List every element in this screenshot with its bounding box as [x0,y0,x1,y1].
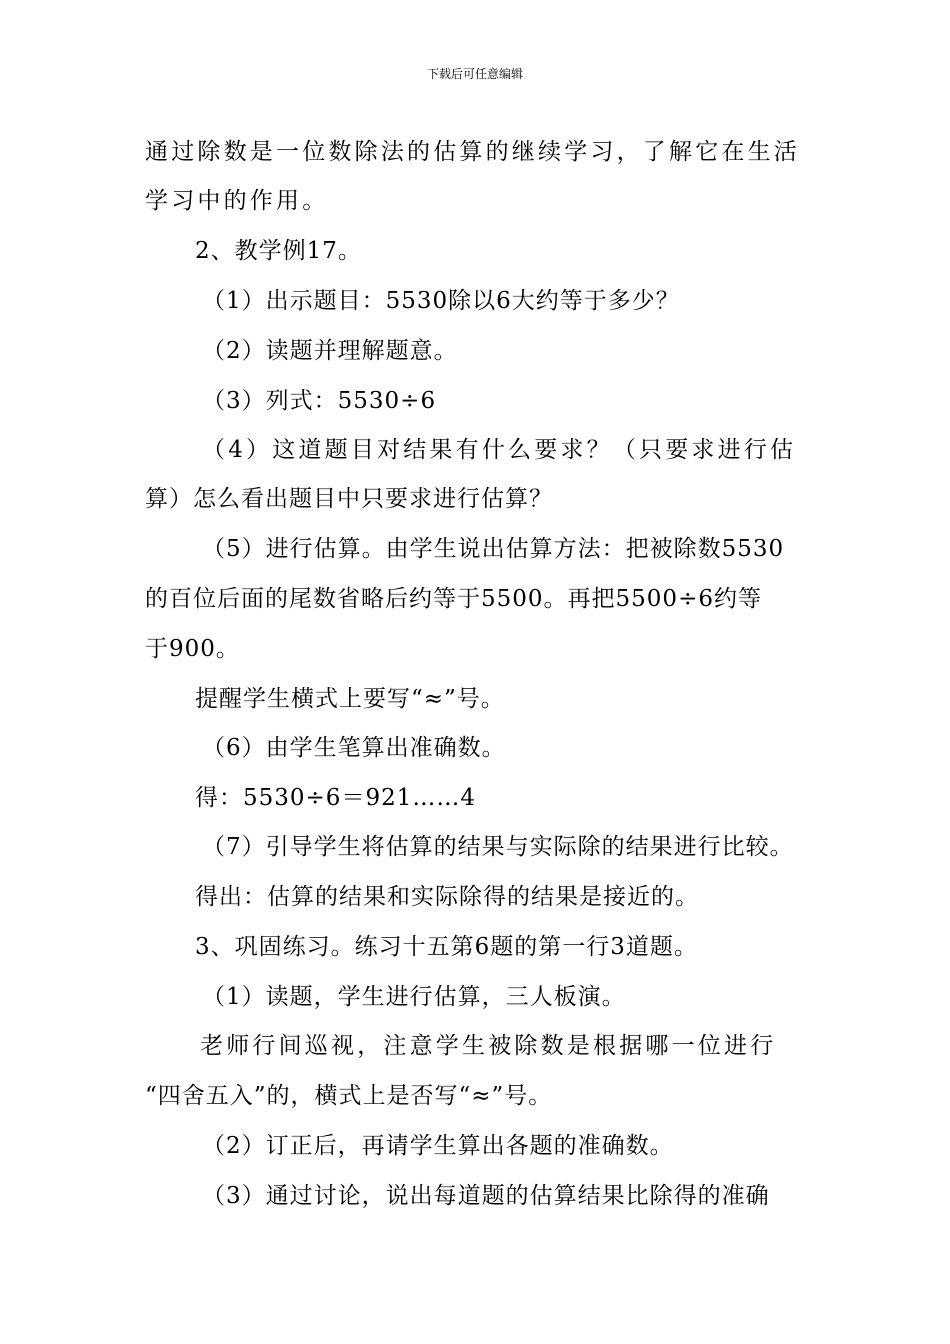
text-line: 得：5530÷6＝921……4 [195,785,476,811]
text-line: （4）这道题目对结果有什么要求？（只要求进行估 [202,437,797,463]
text-line: 2、教学例17。 [195,238,362,264]
text-line: 提醒学生横式上要写“≈”号。 [195,686,505,712]
text-line: （5）进行估算。由学生说出估算方法：把被除数5530 [202,536,785,562]
text-line: 得出：估算的结果和实际除得的结果是接近的。 [195,884,699,910]
text-line: 于900。 [145,636,240,662]
text-line: （6）由学生笔算出准确数。 [202,735,506,761]
text-line: （1）出示题目：5530除以6大约等于多少？ [202,288,680,314]
text-line: （3）通过讨论，说出每道题的估算结果比除得的准确 [202,1183,770,1209]
text-line: （1）读题，学生进行估算，三人板演。 [202,984,626,1010]
text-line: （3）列式：5530÷6 [202,388,437,414]
text-line: 学习中的作用。 [145,188,329,214]
text-line: 的百位后面的尾数省略后约等于5500。再把5500÷6约等 [145,586,762,612]
text-line: 3、巩固练习。练习十五第6题的第一行3道题。 [195,934,698,960]
text-line: （2）读题并理解题意。 [202,338,458,364]
page-header: 下载后可任意编辑 [426,67,523,81]
text-line: 算）怎么看出题目中只要求进行估算？ [145,486,553,512]
text-line: （2）订正后，再请学生算出各题的准确数。 [202,1133,674,1159]
text-line: 老师行间巡视，注意学生被除数是根据哪一位进行 [200,1033,777,1059]
text-line: （7）引导学生将估算的结果与实际除的结果进行比较。 [202,834,794,860]
text-line: 通过除数是一位数除法的估算的继续学习，了解它在生活 [145,139,800,165]
text-line: “四舍五入”的，横式上是否写“≈”号。 [145,1083,553,1109]
